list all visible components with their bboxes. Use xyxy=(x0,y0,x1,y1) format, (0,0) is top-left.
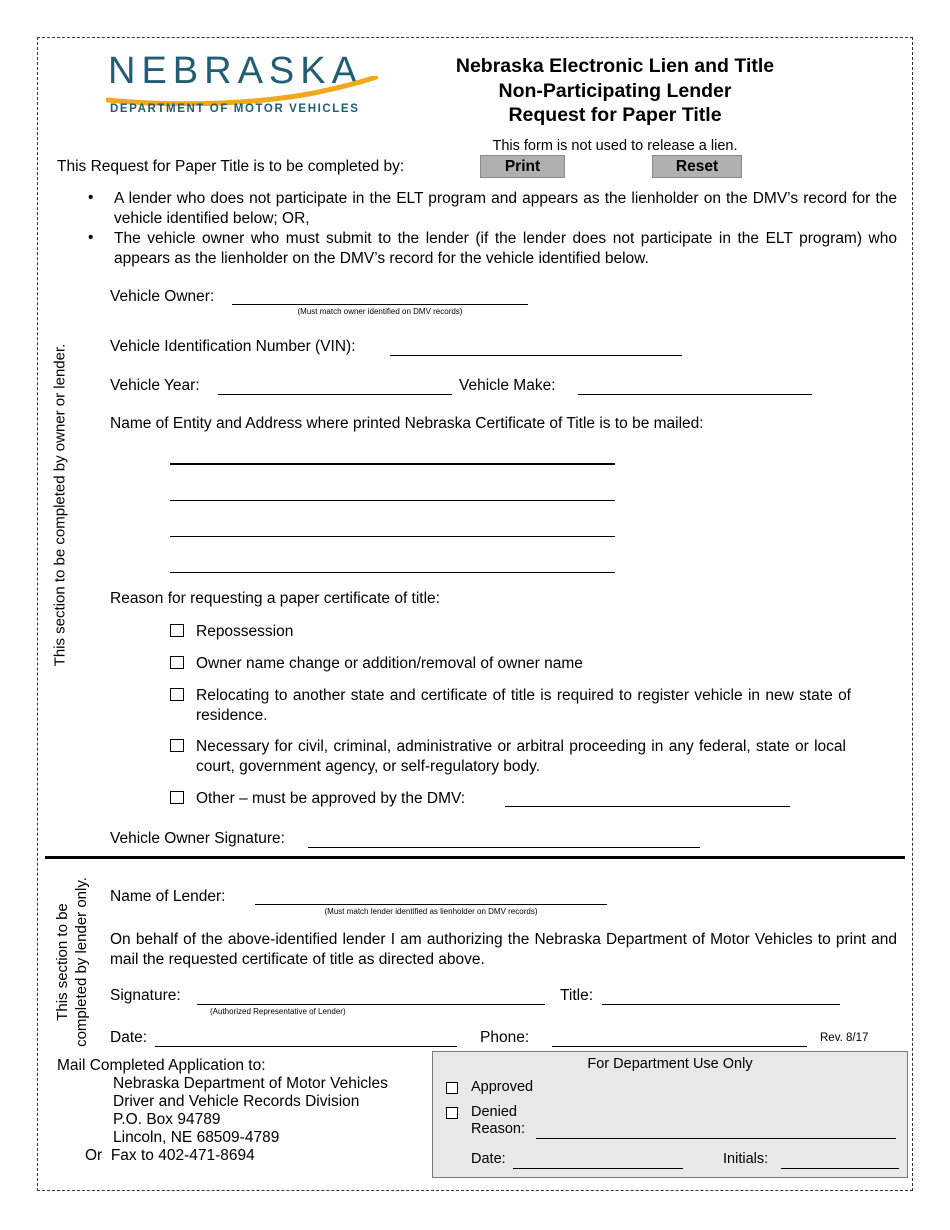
section-divider xyxy=(45,856,905,859)
form-title-line1: Nebraska Electronic Lien and Title xyxy=(455,55,775,77)
dept-date-field[interactable] xyxy=(513,1168,683,1169)
form-title-line3: Request for Paper Title xyxy=(508,104,722,126)
reason-label-name-change: Owner name change or addition/removal of owner name xyxy=(196,655,583,672)
denied-label: Denied xyxy=(471,1104,517,1120)
lender-name-note: (Must match lender identified as lienholder on DMV records) xyxy=(324,907,538,916)
completed-by-label: This Request for Paper Title is to be completed by: xyxy=(57,158,405,175)
lender-signature-note: (Authorized Representative of Lender) xyxy=(210,1007,346,1016)
bullet-owner: The vehicle owner who must submit to the lender (if the lender does not participate in the ELT program) who appears as the lienholder on the DMV’s record for the vehicle identified below. xyxy=(114,230,897,267)
lender-title-label: Title: xyxy=(560,987,594,1004)
reason-checkbox-other[interactable] xyxy=(170,791,184,804)
mailing-address-line-4[interactable] xyxy=(170,572,615,573)
vehicle-year-field[interactable] xyxy=(218,394,452,395)
owner-signature-field[interactable] xyxy=(308,847,700,848)
lender-signature-field[interactable] xyxy=(197,1004,545,1005)
lender-phone-label: Phone: xyxy=(480,1029,530,1046)
bullet-icon: • xyxy=(88,229,94,246)
logo-swoosh-icon xyxy=(106,76,378,106)
vehicle-owner-field[interactable] xyxy=(232,304,528,305)
vehicle-make-label: Vehicle Make: xyxy=(459,377,556,394)
mail-address-line4: Lincoln, NE 68509-4789 xyxy=(113,1129,280,1146)
authorization-text: On behalf of the above-identified lender I am authorizing the Nebraska Department of Motor Vehicles to print and mail the requested certificate of title as directed above. xyxy=(110,931,897,968)
reset-button[interactable]: Reset xyxy=(652,155,742,178)
logo-department-text: DEPARTMENT OF MOTOR VEHICLES xyxy=(110,103,360,115)
lender-title-field[interactable] xyxy=(602,1004,840,1005)
vehicle-make-field[interactable] xyxy=(578,394,812,395)
department-use-box xyxy=(432,1051,908,1178)
reason-checkbox-repossession[interactable] xyxy=(170,624,184,637)
nebraska-logo-wordmark: NEBRASKA xyxy=(108,50,363,92)
dept-date-label: Date: xyxy=(471,1151,506,1167)
reason-checkbox-relocating[interactable] xyxy=(170,688,184,701)
form-title-line2: Non-Participating Lender xyxy=(498,79,732,102)
lender-name-field[interactable] xyxy=(255,904,607,905)
lender-date-field[interactable] xyxy=(155,1046,457,1047)
bullet-lender: A lender who does not participate in the ELT program and appears as the lienholder on the DMV’s record for the vehicle identified below; OR, xyxy=(114,190,897,227)
vehicle-year-label: Vehicle Year: xyxy=(110,377,200,394)
mailing-entity-label: Name of Entity and Address where printed Nebraska Certificate of Title is to be mailed: xyxy=(110,415,704,432)
mail-to-label: Mail Completed Application to: xyxy=(57,1057,266,1074)
lien-notice: This form is not used to release a lien. xyxy=(492,138,738,154)
lender-name-label: Name of Lender: xyxy=(110,888,226,905)
reason-checkbox-proceeding[interactable] xyxy=(170,739,184,752)
reason-label-proceeding: Necessary for civil, criminal, administrative or arbitral proceeding in any federal, state or local court, government agency, or self-regulatory body. xyxy=(196,738,846,775)
dept-initials-label: Initials: xyxy=(723,1151,769,1167)
reason-label-repossession: Repossession xyxy=(196,623,294,640)
bullet-icon: • xyxy=(88,189,94,206)
denied-reason-label: Reason: xyxy=(471,1121,526,1137)
revision-text: Rev. 8/17 xyxy=(820,1032,869,1044)
owner-signature-label: Vehicle Owner Signature: xyxy=(110,830,285,847)
reason-other-field[interactable] xyxy=(505,806,790,807)
lender-date-label: Date: xyxy=(110,1029,148,1046)
print-button[interactable]: Print xyxy=(480,155,565,178)
fax-text: Or Fax to 402-471-8694 xyxy=(85,1147,255,1164)
reason-section-label: Reason for requesting a paper certificate of title: xyxy=(110,590,440,607)
vehicle-owner-note: (Must match owner identified on DMV records) xyxy=(297,307,463,316)
lender-phone-field[interactable] xyxy=(552,1046,807,1047)
form-title xyxy=(395,54,835,128)
mail-address-line1: Nebraska Department of Motor Vehicles xyxy=(113,1075,388,1092)
section2-sidebar-line2: completed by lender only. xyxy=(73,877,90,1047)
reason-label-relocating: Relocating to another state and certificate of title is required to register vehicle in new state of residence. xyxy=(196,687,851,724)
mail-address-line2: Driver and Vehicle Records Division xyxy=(113,1093,360,1110)
department-use-title: For Department Use Only xyxy=(587,1056,753,1072)
denied-checkbox[interactable] xyxy=(446,1107,458,1119)
approved-label: Approved xyxy=(471,1079,534,1095)
reason-label-other: Other – must be approved by the DMV: xyxy=(196,790,466,807)
section2-sidebar-line1: This section to be xyxy=(54,903,71,1021)
vehicle-owner-label: Vehicle Owner: xyxy=(110,288,215,305)
mailing-address-line-2[interactable] xyxy=(170,500,615,501)
approved-checkbox[interactable] xyxy=(446,1082,458,1094)
denied-reason-field[interactable] xyxy=(536,1138,896,1139)
lender-signature-label: Signature: xyxy=(110,987,181,1004)
mailing-address-line-3[interactable] xyxy=(170,536,615,537)
dept-initials-field[interactable] xyxy=(781,1168,899,1169)
vin-label: Vehicle Identification Number (VIN): xyxy=(110,338,356,355)
vin-field[interactable] xyxy=(390,355,682,356)
reason-checkbox-name-change[interactable] xyxy=(170,656,184,669)
section2-sidebar-label xyxy=(53,877,91,1047)
mailing-address-line-1[interactable] xyxy=(170,463,615,465)
section1-sidebar-label: This section to be completed by owner or lender. xyxy=(51,343,69,667)
mail-address-line3: P.O. Box 94789 xyxy=(113,1111,221,1128)
